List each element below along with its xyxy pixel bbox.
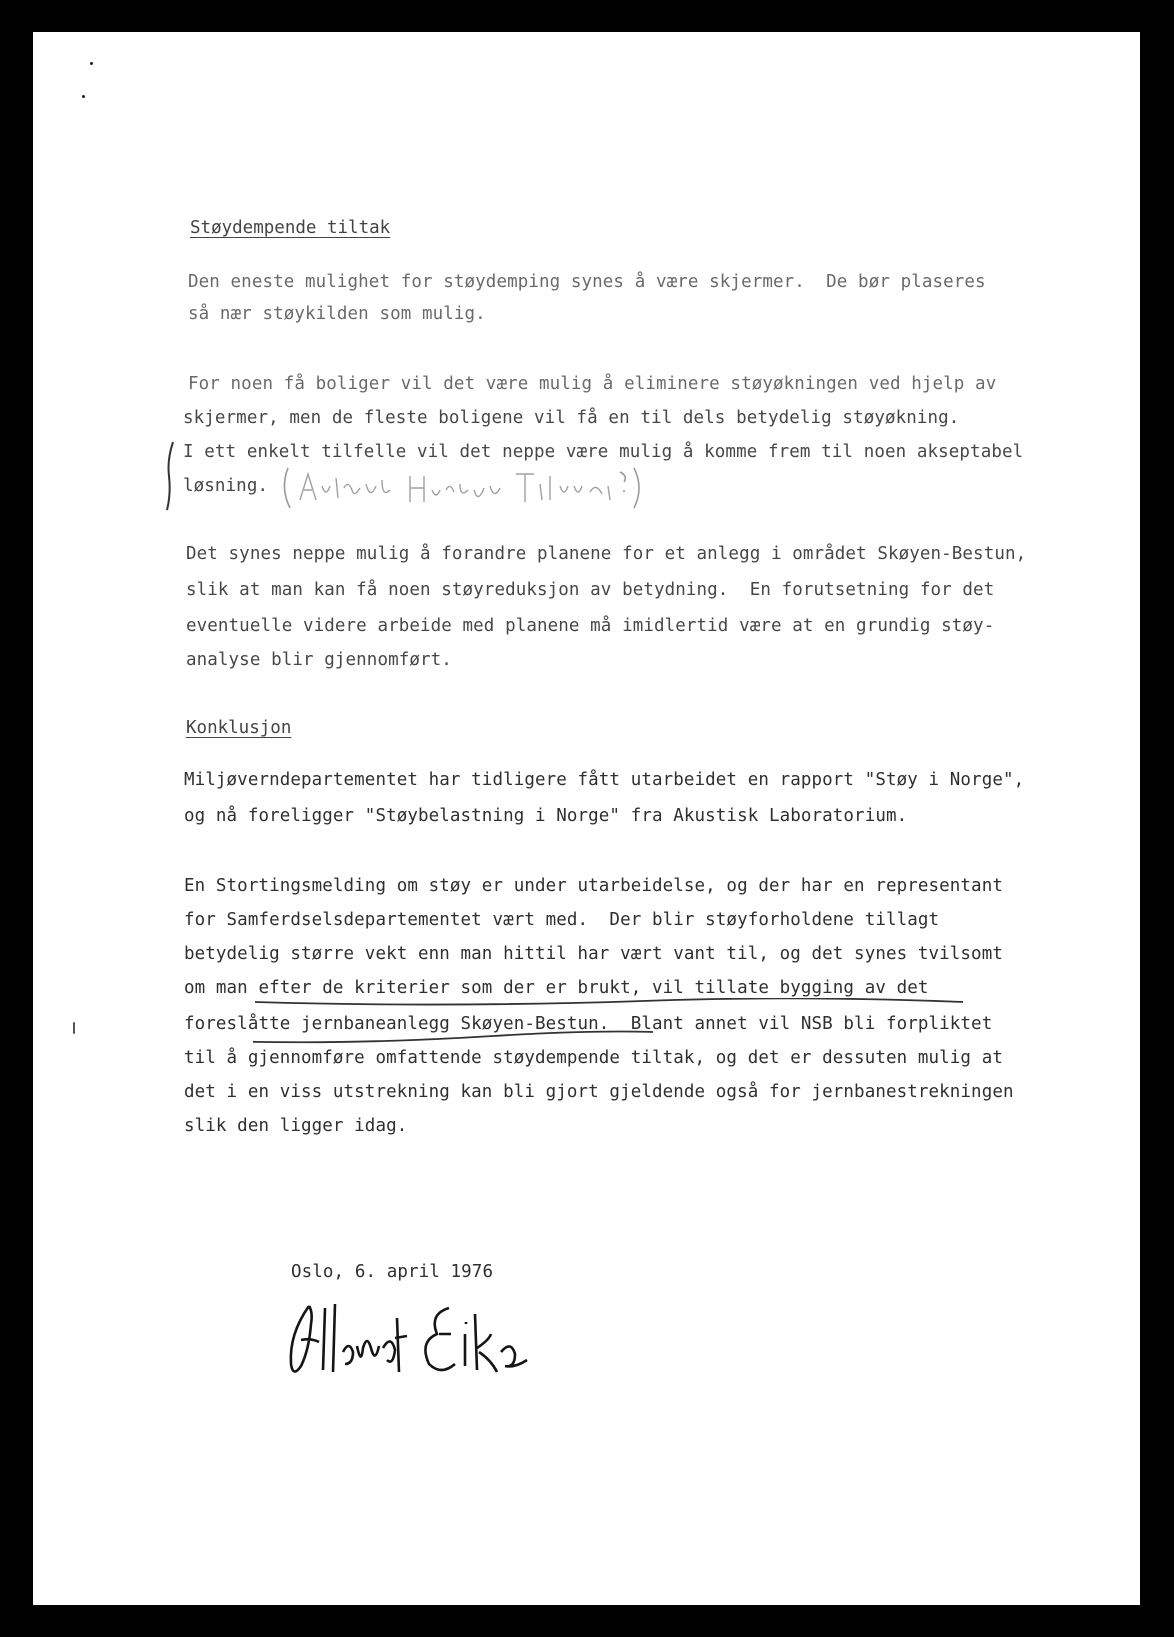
paragraph-line: slik den ligger idag. xyxy=(184,1116,408,1136)
paragraph-line: til å gjennomføre omfattende støydempende tiltak, og det er dessuten mulig at xyxy=(184,1048,1003,1068)
paragraph-line: og nå foreligger "Støybelastning i Norge" fra Akustisk Laboratorium. xyxy=(184,806,908,826)
section-heading-conclusion: Konklusjon xyxy=(186,718,292,738)
paragraph-line: Det synes neppe mulig å forandre planene for et anlegg i området Skøyen-Bestun, xyxy=(186,544,1027,564)
paragraph-line: skjermer, men de fleste boligene vil få en til dels betydelig støyøkning. xyxy=(183,408,960,428)
signature xyxy=(279,1294,539,1386)
paragraph-line: slik at man kan få noen støyreduksjon av betydning. En forutsetning for det xyxy=(186,580,995,600)
paragraph-line: Miljøverndepartementet har tidligere fått utarbeidet en rapport "Støy i Norge", xyxy=(184,770,1025,790)
paragraph-line: for Samferdselsdepartementet vært med. Der blir støyforholdene tillagt xyxy=(184,910,940,930)
paragraph-line: betydelig større vekt enn man hittil har vært vant til, og det synes tvilsomt xyxy=(184,944,1003,964)
paragraph-line: om man efter de kriterier som der er brukt, vil tillate bygging av det xyxy=(184,978,929,998)
paragraph-line: løsning. xyxy=(183,476,269,496)
handwritten-underline xyxy=(253,998,973,1046)
paragraph-line: analyse blir gjennomført. xyxy=(186,650,452,670)
place-date: Oslo, 6. april 1976 xyxy=(291,1262,494,1282)
paragraph-line: så nær støykilden som mulig. xyxy=(188,304,486,324)
paragraph-line: Den eneste mulighet for støydemping synes å være skjermer. De bør plaseres xyxy=(188,272,986,292)
scan-speck xyxy=(90,62,93,65)
handwritten-note xyxy=(278,464,648,512)
document-page xyxy=(33,32,1140,1605)
scan-speck xyxy=(73,1022,75,1034)
paragraph-line: I ett enkelt tilfelle vil det neppe være mulig å komme frem til noen akseptabel xyxy=(183,442,1024,462)
paragraph-line: eventuelle videre arbeide med planene må imidlertid være at en grundig støy- xyxy=(186,616,995,636)
scan-speck xyxy=(82,95,85,98)
handwritten-margin-bracket xyxy=(161,440,181,512)
paragraph-line: det i en viss utstrekning kan bli gjort gjeldende også for jernbanestrekningen xyxy=(184,1082,1014,1102)
section-heading-noise-measures: Støydempende tiltak xyxy=(190,218,391,238)
paragraph-line: En Stortingsmelding om støy er under utarbeidelse, og der har en representant xyxy=(184,876,1003,896)
paragraph-line: For noen få boliger vil det være mulig å eliminere støyøkningen ved hjelp av xyxy=(188,374,997,394)
paragraph-line: foreslåtte jernbaneanlegg Skøyen-Bestun. Blant annet vil NSB bli forpliktet xyxy=(184,1014,993,1034)
